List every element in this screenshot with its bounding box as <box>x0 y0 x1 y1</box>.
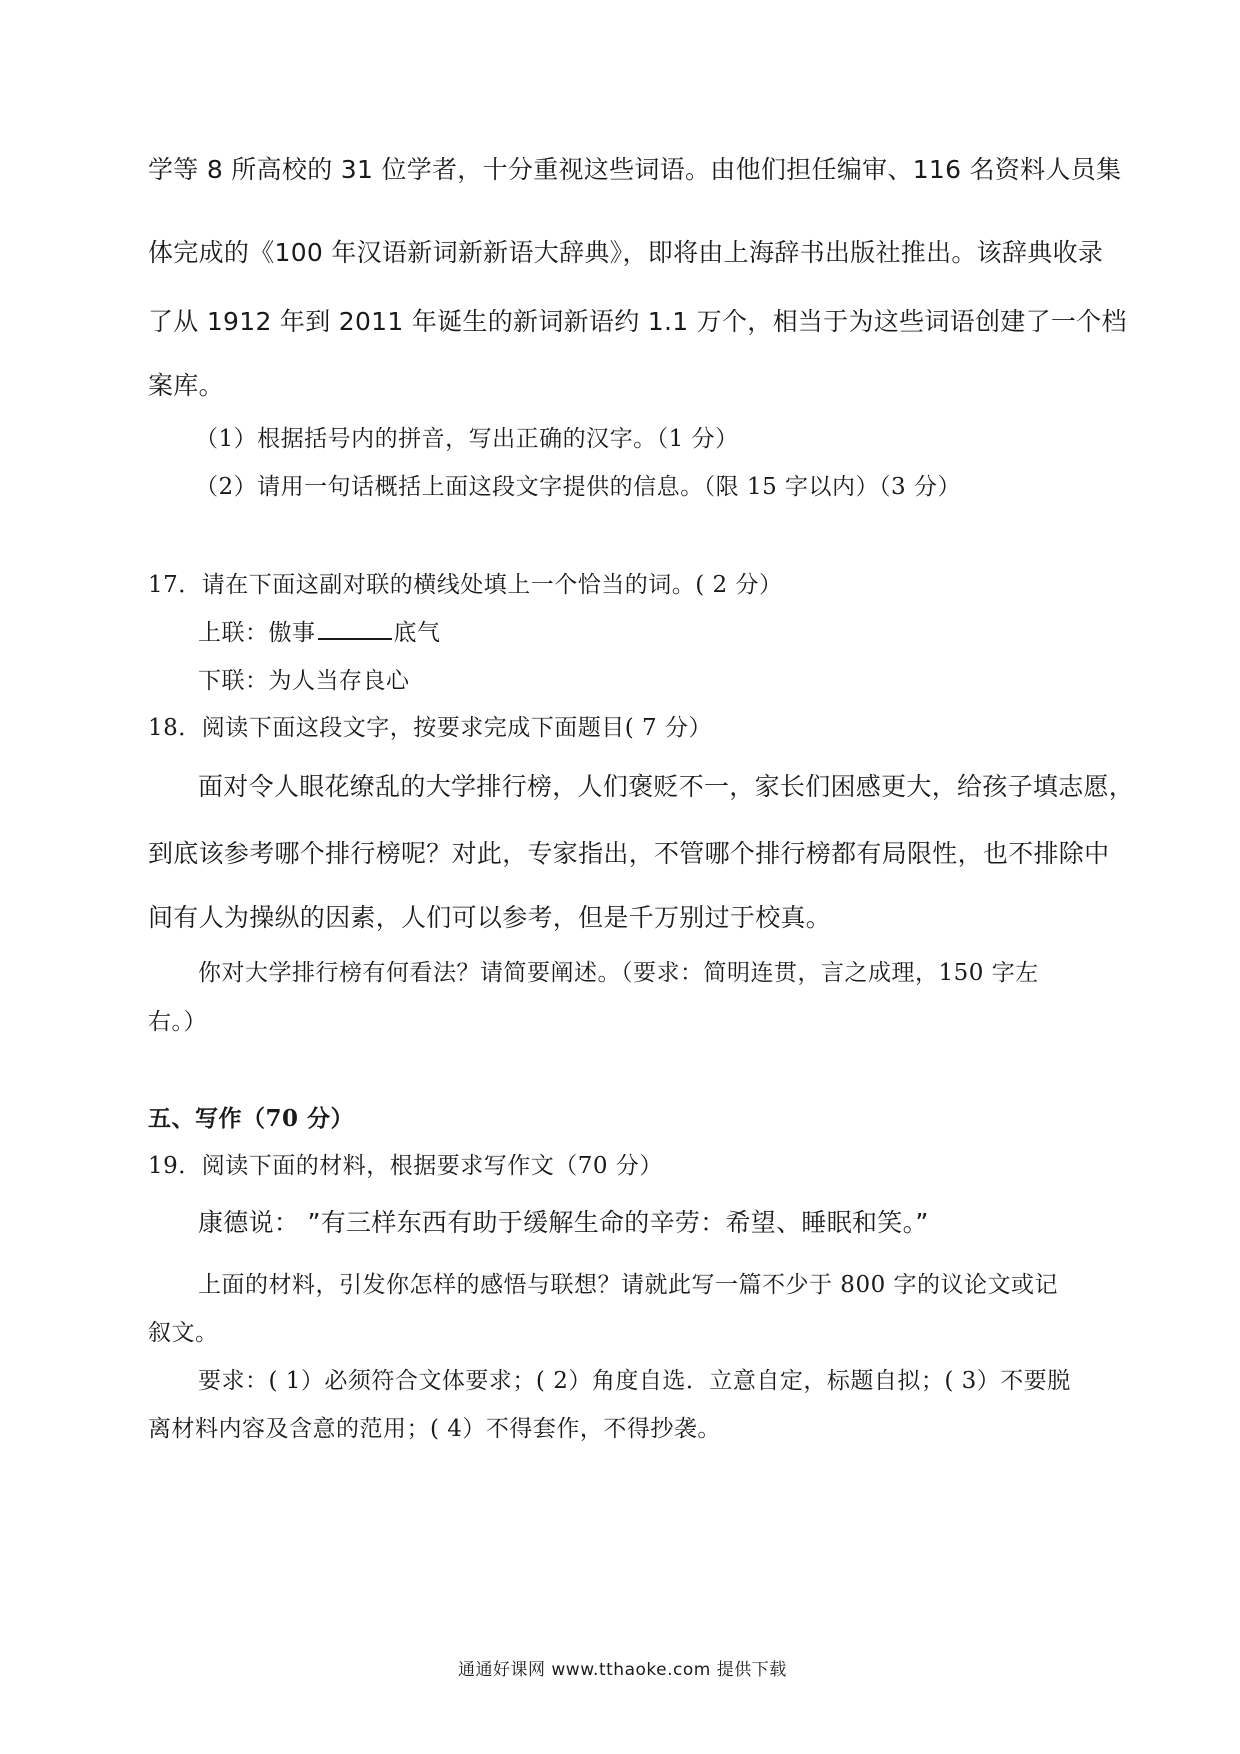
q16-sub-2: （2）请用一句话概括上面这段文字提供的信息。（限 15 字以内）（3 分） <box>195 474 961 500</box>
section-heading-writing: 五、写作（70 分） <box>148 1105 355 1132</box>
q19-requirements-line-2: 离材料内容及含意的范用；( 4）不得套作，不得抄袭。 <box>148 1416 721 1442</box>
q19-task-line-2: 叙文。 <box>148 1320 219 1346</box>
q17-upper-couplet <box>198 614 441 647</box>
q17-lower-couplet: 下联：为人当存良心 <box>198 668 410 694</box>
q16-sub-1: （1）根据括号内的拼音，写出正确的汉字。（1 分） <box>195 426 739 452</box>
q17-upper-prefix: 上联：傲事 <box>198 620 316 646</box>
q17-fill-blank[interactable] <box>318 638 392 640</box>
q18-passage-line-2: 到底该参考哪个排行榜呢？对此，专家指出，不管哪个排行榜都有局限性，也不排除中 <box>148 839 1110 868</box>
passage-line-1: 学等 8 所高校的 31 位学者，十分重视这些词语。由他们担任编审、116 名资料人员集 <box>148 155 1122 184</box>
q19-prompt: 19．阅读下面的材料，根据要求写作文（70 分） <box>148 1153 663 1179</box>
passage-line-2: 体完成的《100 年汉语新词新新语大辞典》，即将由上海辞书出版社推出。该辞典收录 <box>148 238 1104 267</box>
q19-task-line-1: 上面的材料，引发你怎样的感悟与联想？请就此写一篇不少于 800 字的议论文或记 <box>198 1272 1059 1298</box>
q18-prompt: 18．阅读下面这段文字，按要求完成下面题目( 7 分） <box>148 715 712 741</box>
q18-passage-line-1: 面对令人眼花缭乱的大学排行榜，人们褒贬不一，家长们困感更大，给孩子填志愿， <box>198 772 1135 801</box>
footer-download-notice: 通通好课网 www.tthaoke.com 提供下载 <box>458 1660 787 1680</box>
q18-passage-line-3: 间有人为操纵的因素，人们可以参考，但是千万别过于校真。 <box>148 903 832 932</box>
q18-task-line-2: 右。） <box>148 1009 207 1035</box>
q17-prompt: 17．请在下面这副对联的横线处填上一个恰当的词。( 2 分） <box>148 572 783 598</box>
passage-line-3: 了从 1912 年到 2011 年诞生的新词新语约 1.1 万个，相当于为这些词语创建了一个档 <box>148 307 1127 336</box>
q19-quote: 康德说： ”有三样东西有助于缓解生命的辛劳：希望、睡眠和笑。” <box>198 1208 929 1237</box>
q17-upper-suffix: 底气 <box>393 620 441 646</box>
q18-task-line-1: 你对大学排行榜有何看法？请简要阐述。（要求：简明连贯，言之成理，150 字左 <box>198 960 1039 986</box>
passage-line-4: 案库。 <box>148 371 224 400</box>
q19-requirements-line-1: 要求：( 1）必须符合文体要求；( 2）角度自选．立意自定，标题自拟；( 3）不要脱 <box>198 1368 1071 1394</box>
